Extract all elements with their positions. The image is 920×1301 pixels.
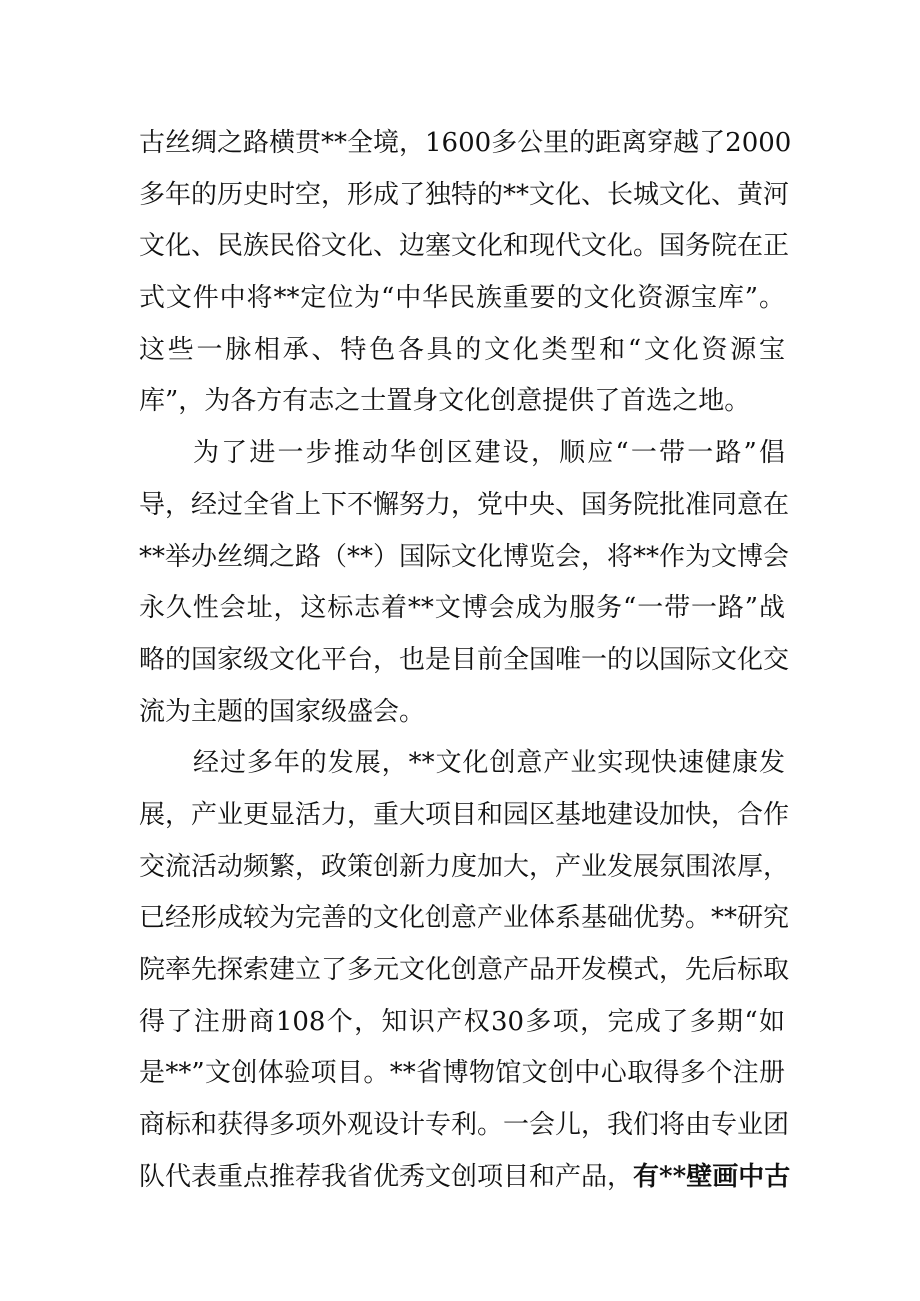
paragraph-1	[139, 118, 792, 428]
paragraph-2-line-5: 略的国家级文化平台，也是目前全国唯一的以国际文化交	[139, 644, 790, 675]
paragraph-3-line-8: 商标和获得多项外观设计专利。一会儿，我们将由专业团	[139, 1110, 790, 1141]
paragraph-3-line-6: 得了注册商108个，知识产权30多项，完成了多期“如	[139, 1006, 785, 1037]
paragraph-1-line-4: 式文件中将**定位为“中华民族重要的文化资源宝库”。	[139, 283, 785, 314]
paragraph-1-line-5: 这些一脉相承、特色各具的文化类型和“文化资源宝	[139, 334, 785, 365]
paragraph-3-line-2: 展，产业更显活力，重大项目和园区基地建设加快，合作	[139, 799, 790, 830]
paragraph-3	[139, 738, 791, 1203]
paragraph-2-line-1: 为了进一步推动华创区建设，顺应“一带一路”倡	[193, 438, 785, 469]
paragraph-2	[139, 428, 790, 738]
paragraph-3-line-9-bold: 有**壁画中古	[633, 1161, 791, 1192]
paragraph-3-line-7: 是**”文创体验项目。**省博物馆文创中心取得多个注册	[139, 1058, 785, 1089]
paragraph-3-line-5: 院率先探索建立了多元文化创意产品开发模式，先后标取	[139, 955, 790, 985]
paragraph-3-line-4: 已经形成较为完善的文化创意产业体系基础优势。**研究	[139, 903, 790, 934]
document-body	[139, 118, 792, 1203]
paragraph-3-line-9-plain: 队代表重点推荐我省优秀文创项目和产品，	[139, 1161, 634, 1192]
paragraph-2-line-3: **举办丝绸之路（**）国际文化博览会，将**作为文博会	[139, 541, 790, 572]
paragraph-1-line-3: 文化、民族民俗文化、边塞文化和现代文化。国务院在正	[139, 231, 790, 262]
paragraph-2-line-6: 流为主题的国家级盛会。	[139, 696, 426, 727]
paragraph-1-line-6: 库”，为各方有志之士置身文化创意提供了首选之地。	[139, 386, 751, 417]
paragraph-3-line-1: 经过多年的发展，**文化创意产业实现快速健康发	[193, 748, 785, 779]
paragraph-2-line-2: 导，经过全省上下不懈努力，党中央、国务院批准同意在	[139, 489, 790, 520]
paragraph-2-line-4: 永久性会址，这标志着**文博会成为服务“一带一路”战	[139, 593, 785, 624]
paragraph-1-line-2: 多年的历史时空，形成了独特的**文化、长城文化、黄河	[139, 179, 790, 210]
paragraph-3-line-3: 交流活动频繁，政策创新力度加大，产业发展氛围浓厚，	[139, 851, 790, 882]
paragraph-3-line-9	[139, 1152, 791, 1204]
paragraph-1-line-1: 古丝绸之路横贯**全境，1600多公里的距离穿越了2000	[139, 128, 792, 158]
